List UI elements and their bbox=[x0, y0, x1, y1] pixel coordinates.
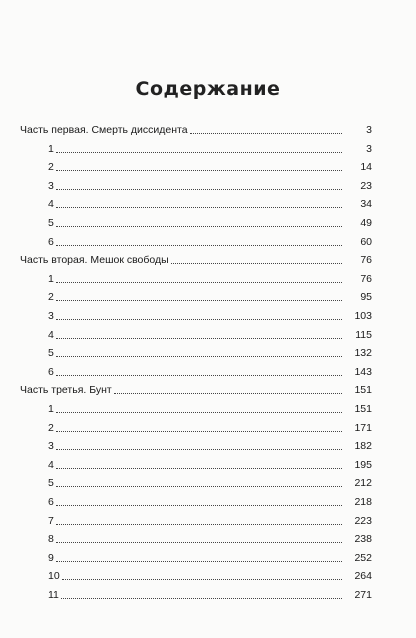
toc-page-number: 223 bbox=[354, 514, 372, 527]
toc-entry-label: 2 bbox=[48, 161, 54, 174]
toc-chapter-entry bbox=[48, 401, 372, 415]
toc-chapter-entry bbox=[48, 420, 372, 434]
dot-leader bbox=[56, 485, 342, 487]
toc-entry-label: 3 bbox=[48, 440, 54, 453]
dot-leader bbox=[56, 355, 342, 357]
toc-page-number: 60 bbox=[360, 235, 372, 248]
toc-page-number: 23 bbox=[360, 179, 372, 192]
toc-entry-label: 4 bbox=[48, 458, 54, 471]
toc-chapter-entry bbox=[48, 345, 372, 360]
dot-leader bbox=[62, 578, 342, 580]
dot-leader bbox=[56, 541, 342, 543]
toc-entry-label: 6 bbox=[48, 496, 54, 508]
toc-page-number: 3 bbox=[366, 142, 372, 155]
dot-leader bbox=[56, 411, 342, 413]
toc-part-entry bbox=[20, 382, 372, 397]
toc-entry-label: 5 bbox=[48, 217, 54, 229]
toc-page-number: 34 bbox=[360, 198, 372, 211]
dot-leader bbox=[56, 523, 342, 525]
toc-chapter-entry bbox=[48, 289, 372, 304]
toc-entry-label: 4 bbox=[48, 328, 54, 341]
dot-leader bbox=[190, 132, 342, 134]
dot-leader bbox=[56, 225, 342, 227]
toc-page-number: 95 bbox=[360, 291, 372, 304]
toc-entry-label: 6 bbox=[48, 235, 54, 248]
dot-leader bbox=[56, 504, 342, 506]
toc-chapter-entry bbox=[48, 587, 372, 601]
toc-entry-label: 4 bbox=[48, 198, 54, 211]
dot-leader bbox=[56, 151, 342, 153]
toc-page-number: 115 bbox=[355, 328, 372, 341]
dot-leader bbox=[56, 244, 342, 246]
toc-chapter-entry bbox=[48, 550, 372, 564]
toc-entry-label: 8 bbox=[48, 533, 54, 546]
toc-chapter-entry bbox=[48, 364, 372, 378]
toc-entry-label: 2 bbox=[48, 291, 54, 304]
toc-page-number: 171 bbox=[354, 421, 372, 434]
toc-page-number: 14 bbox=[360, 161, 372, 174]
dot-leader bbox=[171, 262, 342, 264]
toc-page-number: 76 bbox=[360, 254, 372, 267]
toc-entry-label: 9 bbox=[48, 551, 54, 564]
dot-leader bbox=[56, 299, 342, 301]
toc-chapter-entry bbox=[48, 457, 372, 471]
toc-entry-label: 6 bbox=[48, 365, 54, 378]
toc-chapter-entry bbox=[48, 438, 372, 453]
dot-leader bbox=[56, 281, 342, 283]
toc-page-number: 271 bbox=[354, 589, 372, 601]
toc-chapter-entry bbox=[48, 513, 372, 527]
toc-page-number: 103 bbox=[354, 310, 372, 322]
dot-leader bbox=[56, 206, 342, 208]
toc-page-number: 195 bbox=[354, 458, 372, 471]
dot-leader bbox=[56, 448, 342, 450]
toc-entry-label: 5 bbox=[48, 347, 54, 360]
toc-page-number: 182 bbox=[354, 440, 372, 453]
toc-entry-label: 3 bbox=[48, 179, 54, 192]
toc-page-number: 151 bbox=[354, 384, 372, 397]
toc-chapter-entry bbox=[48, 271, 372, 285]
toc-chapter-entry bbox=[48, 494, 372, 508]
toc-page-number: 143 bbox=[354, 365, 372, 378]
dot-leader bbox=[56, 337, 342, 339]
toc-entry-label: 1 bbox=[48, 142, 54, 155]
toc-entry-label: 5 bbox=[48, 477, 54, 490]
dot-leader bbox=[56, 188, 342, 190]
dot-leader bbox=[61, 597, 342, 599]
toc-entry-label: 1 bbox=[48, 272, 54, 285]
toc-page-number: 264 bbox=[354, 570, 372, 583]
toc-page-number: 132 bbox=[354, 347, 372, 360]
toc-page-number: 252 bbox=[354, 551, 372, 564]
toc-entry-label: 11 bbox=[48, 589, 59, 601]
toc-page-number: 76 bbox=[360, 272, 372, 285]
toc-entry-label: 10 bbox=[48, 570, 60, 583]
toc-entry-label: 2 bbox=[48, 421, 54, 434]
toc-chapter-entry bbox=[48, 159, 372, 174]
toc-chapter-entry bbox=[48, 141, 372, 155]
toc-entry-label: 7 bbox=[48, 514, 54, 527]
toc-entry-label: Часть третья. Бунт bbox=[20, 384, 112, 397]
toc-entry-label: 1 bbox=[48, 403, 54, 415]
toc-entry-label: Часть первая. Смерть диссидента bbox=[20, 124, 188, 136]
dot-leader bbox=[56, 430, 342, 432]
toc-chapter-entry bbox=[48, 327, 372, 341]
toc-part-entry bbox=[20, 252, 372, 267]
toc-page-number: 3 bbox=[366, 124, 372, 136]
toc-chapter-entry bbox=[48, 568, 372, 583]
toc-chapter-entry bbox=[48, 475, 372, 490]
toc-chapter-entry bbox=[48, 531, 372, 546]
toc-page-number: 218 bbox=[354, 496, 372, 508]
toc-entry-label: Часть вторая. Мешок свободы bbox=[20, 254, 169, 267]
toc-page-number: 151 bbox=[354, 403, 372, 415]
dot-leader bbox=[56, 318, 342, 320]
toc-chapter-entry bbox=[48, 215, 372, 229]
toc-page-number: 49 bbox=[360, 217, 372, 229]
dot-leader bbox=[56, 560, 342, 562]
toc-entry-label: 3 bbox=[48, 310, 54, 322]
toc-chapter-entry bbox=[48, 196, 372, 211]
toc-page-number: 212 bbox=[354, 477, 372, 490]
dot-leader bbox=[114, 392, 342, 394]
toc-chapter-entry bbox=[48, 234, 372, 248]
toc-page-number: 238 bbox=[354, 533, 372, 546]
toc-chapter-entry bbox=[48, 308, 372, 322]
toc-chapter-entry bbox=[48, 178, 372, 192]
dot-leader bbox=[56, 374, 342, 376]
page-title: Содержание bbox=[135, 78, 281, 100]
dot-leader bbox=[56, 467, 342, 469]
dot-leader bbox=[56, 169, 342, 171]
toc-part-entry bbox=[20, 122, 372, 136]
